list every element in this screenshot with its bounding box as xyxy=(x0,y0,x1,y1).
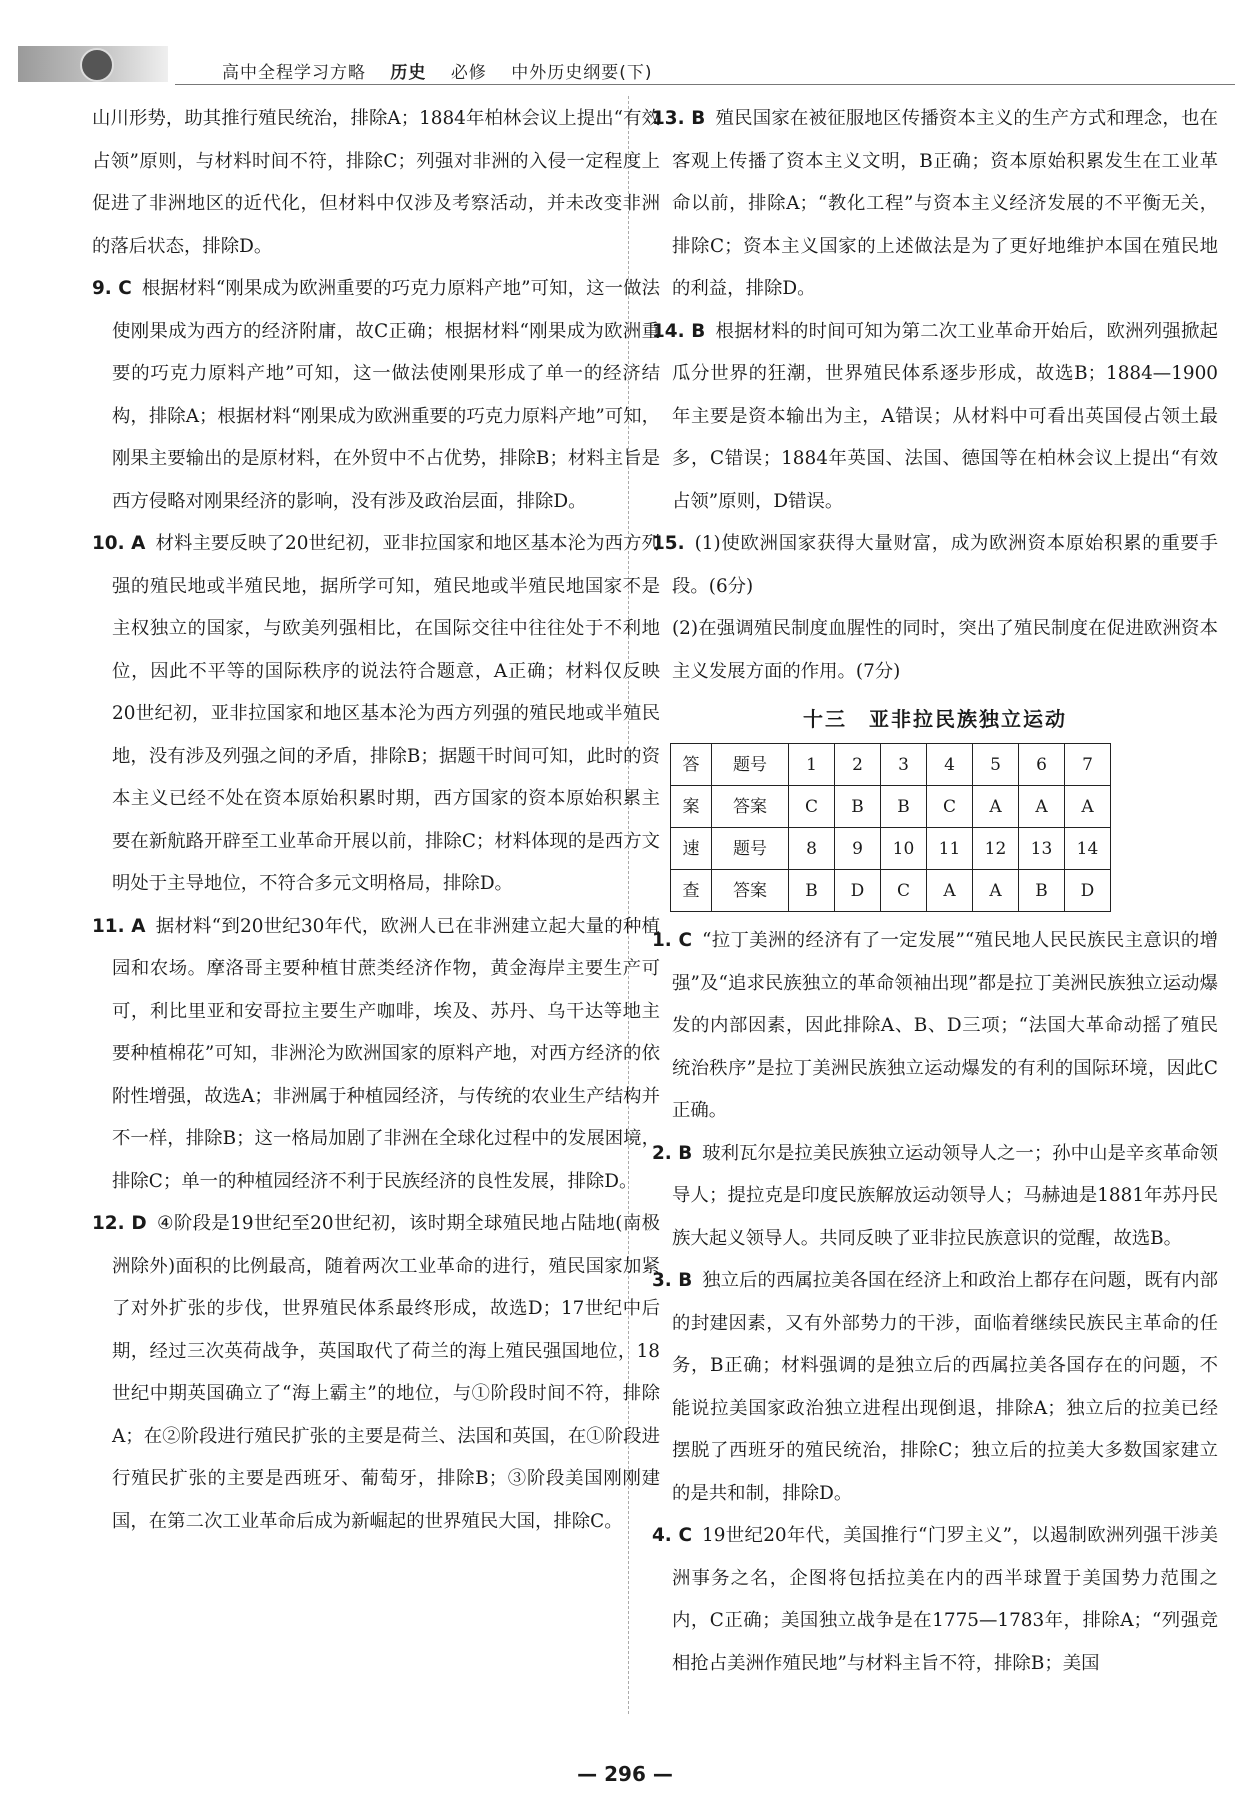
table-cell: 6 xyxy=(1019,744,1065,786)
page-number: — 296 — xyxy=(577,1762,673,1786)
answer-15-number: 15. xyxy=(652,533,685,554)
section-answer-4 xyxy=(652,1515,1218,1685)
table-row xyxy=(671,870,1111,912)
answer-15 xyxy=(652,523,1218,608)
table-cell: A xyxy=(973,870,1019,912)
table-cell: 1 xyxy=(789,744,835,786)
table-side-label: 查 xyxy=(671,870,712,912)
table-side-label: 速 xyxy=(671,828,712,870)
page-header xyxy=(0,0,1250,90)
table-cell: 12 xyxy=(973,828,1019,870)
table-label-question: 题号 xyxy=(712,744,789,786)
answer-15-part1: (1)使欧洲国家获得大量财富，成为欧洲资本原始积累的重要手段。(6分) xyxy=(672,533,1218,597)
table-cell: A xyxy=(973,786,1019,828)
section-answer-4-text: 19世纪20年代，美国推行“门罗主义”，以遏制欧洲列强干涉美洲事务之名，企图将包括拉美在内的西半球置于美国势力范围之内，C正确；美国独立战争是在1775—1783年，排除A；“列强竞相抢占美洲作殖民地”与材料主旨不符，排除B；美国 xyxy=(672,1525,1218,1674)
answer-8-continued: 山川形势，助其推行殖民统治，排除A；1884年柏林会议上提出“有效占领”原则，与材料时间不符，排除C；列强对非洲的入侵一定程度上促进了非洲地区的近代化，但材料中仅涉及考察活动，并未改变非洲的落后状态，排除D。 xyxy=(92,108,660,257)
table-cell: 9 xyxy=(835,828,881,870)
header-rule xyxy=(175,84,1235,85)
table-cell: B xyxy=(835,786,881,828)
table-cell: 8 xyxy=(789,828,835,870)
section-answer-2-text: 玻利瓦尔是拉美民族独立运动领导人之一；孙中山是辛亥革命领导人；提拉克是印度民族解放运动领导人；马赫迪是1881年苏丹民族大起义领导人。共同反映了亚非拉民族意识的觉醒，故选B。 xyxy=(672,1142,1218,1249)
answer-10-number: 10. A xyxy=(92,533,146,554)
table-cell: D xyxy=(835,870,881,912)
header-volume: 中外历史纲要(下) xyxy=(511,63,653,83)
answer-14-number: 14. B xyxy=(652,320,706,342)
answer-9-text: 根据材料“刚果成为欧洲重要的巧克力原料产地”可知，这一做法使刚果成为西方的经济附庸，故C正确；根据材料“刚果成为欧洲重要的巧克力原料产地”可知，这一做法使刚果形成了单一的经济结构，排除A；根据材料“刚果成为欧洲重要的巧克力原料产地”可知，刚果主要输出的是原材料，在外贸中不占优势，排除B；材料主旨是西方侵略对刚果经济的影响，没有涉及政治层面，排除D。 xyxy=(112,278,660,512)
section-answer-3-number: 3. B xyxy=(652,1270,693,1291)
header-type: 必修 xyxy=(450,63,487,83)
section-answer-3 xyxy=(652,1260,1218,1515)
table-row xyxy=(671,786,1111,828)
table-cell: 4 xyxy=(927,744,973,786)
answer-13 xyxy=(652,98,1218,311)
left-column xyxy=(92,98,660,1543)
section-answer-1 xyxy=(652,920,1218,1133)
answer-10 xyxy=(92,523,660,906)
table-cell: 2 xyxy=(835,744,881,786)
table-label-question: 题号 xyxy=(712,828,789,870)
answer-10-text: 材料主要反映了20世纪初，亚非拉国家和地区基本沦为西方列强的殖民地或半殖民地，据所学可知，殖民地或半殖民地国家不是主权独立的国家，与欧美列强相比，在国际交往中往往处于不利地位，因此不平等的国际秩序的说法符合题意，A正确；材料仅反映20世纪初，亚非拉国家和地区基本沦为西方列强的殖民地或半殖民地，没有涉及列强之间的矛盾，排除B；据题干时间可知，此时的资本主义已经不处在资本原始积累时期，西方国家的资本原始积累主要在新航路开辟至工业革命开展以前，排除C；材料体现的是西方文明处于主导地位，不符合多元文明格局，排除D。 xyxy=(112,533,661,894)
table-cell: A xyxy=(927,870,973,912)
right-column xyxy=(652,98,1218,1685)
section-answer-4-number: 4. C xyxy=(652,1525,693,1546)
answer-quick-check-table xyxy=(670,743,1111,912)
answer-11-number: 11. A xyxy=(92,915,146,937)
answer-11-text: 据材料“到20世纪30年代，欧洲人已在非洲建立起大量的种植园和农场。摩洛哥主要种植甘蔗类经济作物，黄金海岸主要生产可可，利比里亚和安哥拉主要生产咖啡，埃及、苏丹、乌干达等地主要种植棉花”可知，非洲沦为欧洲国家的原料产地，对西方经济的依附性增强，故选A；非洲属于种植园经济，与传统的农业生产结构并不一样，排除B；这一格局加剧了非洲在全球化过程中的发展困境，排除C；单一的种植园经济不利于民族经济的良性发展，排除D。 xyxy=(112,915,660,1192)
table-cell: 3 xyxy=(881,744,927,786)
answer-15-part2: (2)在强调殖民制度血腥性的同时，突出了殖民制度在促进欧洲资本主义发展方面的作用。(7分) xyxy=(672,618,1218,682)
table-row xyxy=(671,828,1111,870)
table-cell: B xyxy=(1019,870,1065,912)
section-answer-3-text: 独立后的西属拉美各国在经济上和政治上都存在问题，既有内部的封建因素，又有外部势力的干涉，面临着继续民族民主革命的任务，B正确；材料强调的是独立后的西属拉美各国存在的问题，不能说拉美国家政治独立进程出现倒退，排除A；独立后的拉美已经摆脱了西班牙的殖民统治，排除C；独立后的拉美大多数国家建立的是共和制，排除D。 xyxy=(672,1270,1218,1504)
header-subject: 历史 xyxy=(390,63,427,83)
header-book: 高中全程学习方略 xyxy=(222,63,366,83)
section-answer-2 xyxy=(652,1133,1218,1261)
table-cell: C xyxy=(881,870,927,912)
table-cell: B xyxy=(881,786,927,828)
answer-13-number: 13. B xyxy=(652,108,706,129)
answer-13-text: 殖民国家在被征服地区传播资本主义的生产方式和理念，也在客观上传播了资本主义文明，B正确；资本原始积累发生在工业革命以前，排除A；“教化工程”与资本主义经济发展的不平衡无关，排除C；资本主义国家的上述做法是为了更好地维护本国在殖民地的利益，排除D。 xyxy=(672,108,1218,299)
table-label-answer: 答案 xyxy=(712,870,789,912)
table-cell: 13 xyxy=(1019,828,1065,870)
section-answer-1-number: 1. C xyxy=(652,930,693,951)
book-logo-icon xyxy=(80,48,114,82)
section-title: 十三 亚非拉民族独立运动 xyxy=(803,707,1067,731)
answer-11 xyxy=(92,906,660,1204)
table-cell: 14 xyxy=(1065,828,1111,870)
answer-14-text: 根据材料的时间可知为第二次工业革命开始后，欧洲列强掀起瓜分世界的狂潮，世界殖民体系逐步形成，故选B；1884—1900年主要是资本输出为主，A错误；从材料中可看出英国侵占领土最多，C错误；1884年英国、法国、德国等在柏林会议上提出“有效占领”原则，D错误。 xyxy=(672,320,1218,512)
answer-14 xyxy=(652,311,1218,524)
header-title xyxy=(222,58,670,83)
table-cell: B xyxy=(789,870,835,912)
table-cell: C xyxy=(927,786,973,828)
section-answer-2-number: 2. B xyxy=(652,1142,693,1164)
table-cell: D xyxy=(1065,870,1111,912)
table-side-label: 答 xyxy=(671,744,712,786)
table-cell: 11 xyxy=(927,828,973,870)
table-label-answer: 答案 xyxy=(712,786,789,828)
table-cell: C xyxy=(789,786,835,828)
answer-12-number: 12. D xyxy=(92,1213,147,1234)
table-cell: A xyxy=(1065,786,1111,828)
table-cell: A xyxy=(1019,786,1065,828)
table-side-label: 案 xyxy=(671,786,712,828)
answer-9-number: 9. C xyxy=(92,278,132,299)
table-row xyxy=(671,744,1111,786)
answer-12-text: ④阶段是19世纪至20世纪初，该时期全球殖民地占陆地(南极洲除外)面积的比例最高，随着两次工业革命的进行，殖民国家加紧了对外扩张的步伐，世界殖民体系最终形成，故选D；17世纪中后期，经过三次英荷战争，英国取代了荷兰的海上殖民强国地位，18世纪中期英国确立了“海上霸主”的地位，与①阶段时间不符，排除A；在②阶段进行殖民扩张的主要是荷兰、法国和英国，在①阶段进行殖民扩张的主要是西班牙、葡萄牙，排除B；③阶段美国刚刚建国，在第二次工业革命后成为新崛起的世界殖民大国，排除C。 xyxy=(112,1213,661,1532)
table-cell: 5 xyxy=(973,744,1019,786)
section-answer-1-text: “拉丁美洲的经济有了一定发展”“殖民地人民民族民主意识的增强”及“追求民族独立的革命领袖出现”都是拉丁美洲民族独立运动爆发的内部因素，因此排除A、B、D三项；“法国大革命动摇了殖民统治秩序”是拉丁美洲民族独立运动爆发的有利的国际环境，因此C正确。 xyxy=(672,930,1218,1121)
answer-12 xyxy=(92,1203,660,1543)
table-cell: 10 xyxy=(881,828,927,870)
answer-9 xyxy=(92,268,660,523)
table-cell: 7 xyxy=(1065,744,1111,786)
